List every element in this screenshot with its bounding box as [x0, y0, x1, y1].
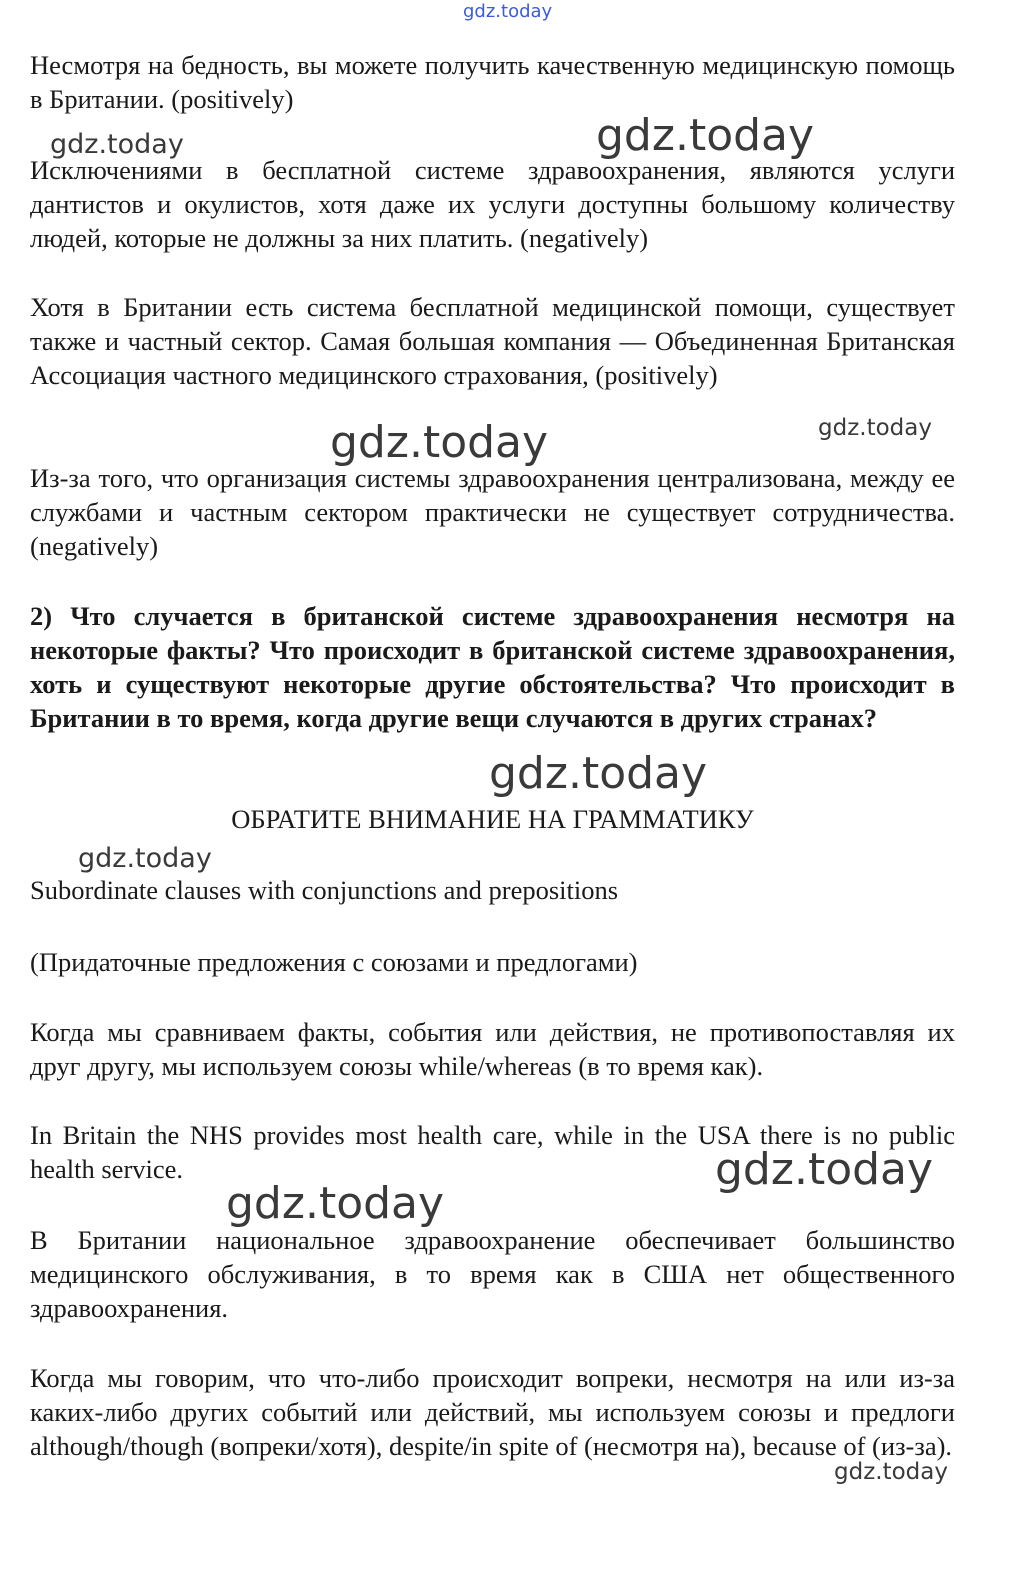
watermark: gdz.today: [596, 110, 815, 161]
watermark: gdz.today: [50, 129, 184, 160]
question-block: 2) Что случается в британской системе здравоохранения несмотря на некоторые факты? Что происходит в британской системе здравоохранения, хоть и существуют некоторые другие обстоятельства? Что происходит в Британии в то время, когда другие вещи случаются в других странах?: [30, 601, 955, 733]
paragraph-4: Из-за того, что организация системы здравоохранения централизована, между ее службами и частным сектором практически не существует сотрудничества. (negatively): [30, 463, 955, 561]
subtitle-english: Subordinate clauses with conjunctions and prepositions: [30, 875, 619, 905]
example-english: In Britain the NHS provides most health care, while in the USA there is no public health service.: [30, 1120, 955, 1184]
paragraph-3: Хотя в Британии есть система бесплатной медицинской помощи, существует также и частный сектор. Самая большая компания — Объединенная Британская Ассоциация частного медицинского страхования, (positively): [30, 292, 955, 390]
watermark-top: gdz.today: [463, 1, 553, 22]
watermark: gdz.today: [330, 417, 549, 468]
rule-paragraph-2: Когда мы говорим, что что-либо происходит вопреки, несмотря на или из-за каких-либо других событий или действий, мы используем союзы и предлоги although/though (вопреки/хотя), despite/in spite of (несмотря на), because of (из-за).: [30, 1363, 955, 1461]
watermark: gdz.today: [834, 1459, 948, 1485]
watermark: gdz.today: [226, 1178, 445, 1229]
watermark: gdz.today: [489, 748, 708, 799]
watermark: gdz.today: [78, 843, 212, 874]
watermark: gdz.today: [715, 1144, 934, 1195]
subtitle-russian: (Придаточные предложения с союзами и предлогами): [30, 947, 638, 977]
watermark: gdz.today: [818, 415, 932, 441]
grammar-heading: ОБРАТИТЕ ВНИМАНИЕ НА ГРАММАТИКУ: [231, 804, 754, 834]
example-russian: В Британии национальное здравоохранение обеспечивает большинство медицинского обслуживания, в то время как в США нет общественного здравоохранения.: [30, 1225, 955, 1323]
rule-paragraph-1: Когда мы сравниваем факты, события или действия, не противопоставляя их друг другу, мы используем союзы while/whereas (в то время как).: [30, 1017, 955, 1081]
paragraph-1: Несмотря на бедность, вы можете получить качественную медицинскую помощь в Британии. (positively): [30, 50, 955, 114]
paragraph-2: Исключениями в бесплатной системе здравоохранения, являются услуги дантистов и окулистов, хотя даже их услуги доступны большому количеству людей, которые не должны за них платить. (negatively): [30, 155, 955, 253]
